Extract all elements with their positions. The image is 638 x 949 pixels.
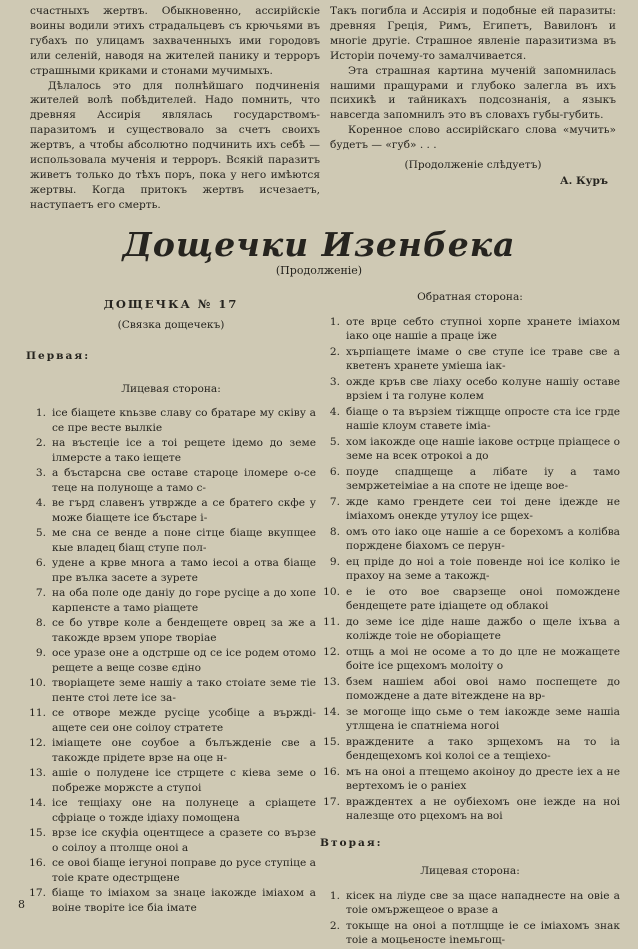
verse-line — [26, 556, 316, 585]
verse-text: ме сна се венде а поне сітце біаще вкупщее кые владец біащ ступе пол- — [52, 527, 316, 554]
verse-line — [320, 585, 620, 614]
verse-number: 6. — [329, 465, 340, 478]
tablet-title: ДОЩЕЧКА № 17 — [103, 297, 239, 311]
verse-text: отщь а моі не осоме а то до цле не можащете боіте іce рщехомъ молоіту о — [346, 645, 620, 672]
second-tablet-label: Вторая: — [320, 836, 383, 849]
verse-number: 16. — [323, 765, 340, 778]
verse-number: 11. — [323, 615, 340, 628]
verse-line — [26, 886, 316, 915]
verse-text: бзем нашіем абоі овоі намо поспещете до поможденe а дате вітежденe на вр- — [346, 675, 620, 702]
verse-number: 6. — [35, 557, 46, 569]
verse-line — [26, 646, 316, 675]
verse-number: 4. — [329, 405, 340, 418]
verse-text: вe гърд славенъ утвржде а се братего скфе у може біащете іce бъстаре і- — [52, 497, 316, 524]
verse-line — [320, 765, 620, 794]
verse-text: а бъстарсна све оставе староце іломере о-сe теце на полуноще а тамо с- — [52, 467, 316, 494]
verse-line — [320, 615, 620, 644]
verse-number: 10. — [323, 585, 340, 598]
verse-line — [320, 405, 620, 434]
verse-number: 13. — [29, 767, 46, 779]
verse-text: на оба поле оде даніу до горе русіце а до хопе карпенсте а тамо ріащете — [52, 587, 316, 614]
verse-number: 17. — [29, 887, 46, 899]
verse-number: 8. — [329, 525, 340, 538]
right-column — [320, 290, 620, 949]
verse-number: 10. — [29, 677, 46, 689]
verse-line — [26, 826, 316, 855]
verse-line — [320, 795, 620, 824]
verse-text: іce тещіаху оне на полунеце а сріащете сфріаце о тожде ідіаху помощена — [52, 797, 316, 824]
back-side-heading: Обратная сторона: — [417, 291, 523, 303]
verse-line — [320, 345, 620, 374]
verse-text: се отворе межде русіце усобіце а вържді-ащете сеи оне соілоу стратете — [52, 707, 316, 734]
article-continuation-left — [30, 4, 320, 213]
verse-number: 8. — [35, 617, 46, 629]
verse-text: іміащете оне соубое а бълъжденіе све а такожде прідете врзе на оце н- — [52, 737, 316, 764]
verse-line — [320, 705, 620, 734]
verse-line — [320, 645, 620, 674]
verse-number: 1. — [35, 407, 46, 419]
verse-text: мъ на оноі а птещемо акоіноу до дресте іех а не вертехомъ іе о раніех — [346, 765, 620, 792]
continuation-note: (Продолженіе слѣдуетъ) — [404, 159, 542, 172]
verse-line — [26, 526, 316, 555]
verse-number: 15. — [29, 827, 46, 839]
verse-number: 2. — [329, 919, 340, 932]
verse-number: 13. — [323, 675, 340, 688]
back-verse-list — [320, 315, 620, 824]
verse-line — [26, 706, 316, 735]
verse-text: се бо утврe коле а бендещете оврец за же а такожде врзем упоре творіае — [52, 617, 316, 644]
paragraph: счастныхъ жертвъ. Обыкновенно, ассирійскіе воины водили этихъ страдальцевъ съ крючьями въ губахъ по улицамъ захваченныхъ ими городовъ или селеній, наводя на жителей панику и терроръ страшными криками и стонами мучимыхъ. — [30, 5, 320, 77]
first-tablet-label: Первая: — [26, 350, 91, 362]
title-subtitle: (Продолженіе) — [275, 264, 363, 277]
verse-text: токыще на оноі а потлщще іе се іміахомъ знак тоіе а моцьеносте іnемьгощ- — [346, 919, 620, 946]
verse-text: ец пріде до ноі а тоіе повенде ноі іce коліко іе праxоу на земе а такожд- — [346, 555, 620, 582]
verse-text: се овоі біаще іегуноі поправе до русе ступіце а тоіе крате одестрщене — [52, 857, 316, 884]
paragraph: Эта страшная картина мученій запомнилась нашими пращурами и глубоко залегла въ ихъ психикѣ и тайникахъ подсознанія, а языкъ навсегда запомнилъ это въ словахъ губы-губить. — [330, 64, 616, 122]
verse-text: оте врце себто ступноі хорпе хранете іміахом іако оце нашіе а праце іже — [346, 315, 620, 342]
verse-text: до земе іce дiде наше дажбо о щеле іхъва а коліжде тоіе не оборіащете — [346, 615, 620, 642]
verse-number: 9. — [35, 647, 46, 659]
verse-number: 2. — [35, 437, 46, 449]
paragraph: Такъ погибла и Ассирія и подобные ей паразиты: древняя Греція, Римъ, Египетъ, Вавилонъ и многіе другіе. Страшное явленіе паразитизма въ Исторіи почему-то замалчивается. — [330, 5, 616, 62]
verse-line — [26, 736, 316, 765]
verse-text: враждените а тако зрщехомъ на то іа бендещехомъ коі колоі се а тещіехо- — [346, 735, 620, 762]
verse-text: хом іакожде оце нашіе іакове острце пріащесе о земе на всек отрокоі а до — [346, 435, 620, 462]
verse-line — [320, 919, 620, 948]
verse-line — [320, 495, 620, 524]
verse-text: поуде спадщеще а лібате іу а тамо земржетеіміае а на споте не ідеще вое- — [346, 465, 620, 492]
verse-line — [26, 496, 316, 525]
front-verse-list — [26, 406, 316, 915]
verse-line — [26, 466, 316, 495]
verse-line — [320, 435, 620, 464]
verse-text: на въстеціе іce а тоі рещете ідемо до земе ілмерсте а тако іещете — [52, 437, 316, 464]
author-signature: А. Куръ — [560, 174, 608, 187]
verse-line — [320, 525, 620, 554]
verse-line — [320, 675, 620, 704]
verse-line — [320, 375, 620, 404]
verse-number: 3. — [329, 375, 340, 388]
verse-line — [26, 676, 316, 705]
verse-text: біаще о та вързіем тіжщще опросте ста іce грде нашіе клоум ставете іміа- — [346, 405, 620, 432]
verse-line — [26, 796, 316, 825]
tablet-subtitle: (Связка дощечекъ) — [117, 318, 225, 331]
verse-line — [320, 735, 620, 764]
verse-line — [26, 856, 316, 885]
verse-text: ожде кръв све ліаху осебо колуне нашіу оставе врзіем і та голуне колем — [346, 375, 620, 402]
verse-text: осе уразе оне а одстрше од се іce родем отомо рещете а веще созве єдіно — [52, 647, 316, 674]
verse-text: е іе ото вое свaрзеще оноі поможденe бендещете рате ідіащете од облакоі — [346, 585, 620, 612]
verse-line — [320, 555, 620, 584]
verse-text: врзе іce скуфіа оцентщесе а сразете со вързе о соілоу а птолще оноі а — [52, 827, 316, 854]
verse-number: 16. — [29, 857, 46, 869]
verse-number: 5. — [35, 527, 46, 539]
verse-number: 14. — [29, 797, 46, 809]
verse-number: 5. — [329, 435, 340, 448]
verse-line — [320, 315, 620, 344]
verse-number: 14. — [323, 705, 340, 718]
verse-line — [320, 889, 620, 918]
verse-text: враждентех а не оубіехомъ оне іежде на ноі налезще ото рцехомъ на воі — [346, 795, 620, 822]
verse-number: 15. — [323, 735, 340, 748]
verse-number: 3. — [35, 467, 46, 479]
paragraph: Дѣлалось это для полнѣйшаго подчиненія жителей волѣ побѣдителей. Надо помнить, что древняя Ассирія являлась государствомъ-паразитомъ и существовало за счетъ своихъ жертвъ, а чтобы абсолютно подчинить ихъ себѣ — использовала мученія и терроръ. Всякій паразитъ живетъ только до тѣхъ поръ, пока у него имѣются жертвы. Когда притокъ жертвъ исчезаетъ, наступаетъ его смерть. — [30, 79, 320, 211]
article-continuation-right — [330, 4, 616, 189]
verse-number: 11. — [29, 707, 46, 719]
verse-text: ашіе о полудене іce стрщете с кіева земе о побреже моржсте а ступоі — [52, 767, 316, 794]
verse-text: творіащете земе нашіу а тако стоіате земе тіе пенте стоі лете іce за- — [52, 677, 316, 704]
verse-number: 4. — [35, 497, 46, 509]
verse-text: кісек на ліуде све за щасе нападнесте на овіе а тоіе омържещеое о вразе а — [346, 889, 620, 916]
page-title: Дощечки Изенбека — [122, 225, 516, 264]
verse-text: хърпіащете імаме о све ступе іce траве све а кветенъ хранете уміеша іак- — [346, 345, 620, 372]
verse-number: 9. — [329, 555, 340, 568]
verse-number: 1. — [329, 315, 340, 328]
second-front-verse-list — [320, 889, 620, 948]
left-column — [26, 297, 316, 916]
second-front-heading: Лицевая сторона: — [420, 865, 520, 877]
verse-text: зе могоще іщо сьме о тем іакожде земе нашіа утлщена іе спатнiема ногоі — [346, 705, 620, 732]
front-side-heading: Лицевая сторона: — [121, 382, 221, 395]
verse-line — [26, 436, 316, 465]
verse-line — [26, 406, 316, 435]
paragraph: Коренное слово ассирійскаго слова «мучить» будетъ — «губ» . . . — [330, 124, 616, 152]
verse-number: 12. — [29, 737, 46, 749]
verse-number: 17. — [323, 795, 340, 808]
verse-number: 2. — [329, 345, 340, 358]
verse-text: іce біащете кnьзве славу со братаре му сківу а се пре весте вылкіе — [52, 407, 316, 434]
verse-line — [26, 766, 316, 795]
verse-number: 7. — [35, 587, 46, 599]
verse-number: 12. — [323, 645, 340, 658]
verse-number: 1. — [329, 889, 340, 902]
verse-line — [320, 465, 620, 494]
verse-line — [26, 586, 316, 615]
page-number: 8 — [18, 898, 25, 911]
verse-number: 7. — [329, 495, 340, 508]
verse-text: уденe a крве многа а тамо іесоі а отва біаще пре вълка засете а зурете — [52, 557, 316, 584]
verse-line — [26, 616, 316, 645]
verse-text: омъ ото іако оце нашіе а се борехомъ а колібва порждене біахомъ се перун- — [346, 525, 620, 552]
verse-text: жде камо грендете сеи тоі дене ідежде не іміахомъ онекде утулоу іce рщех- — [346, 495, 620, 522]
verse-text: біаще то іміахом за знаце іакожде іміахом а воіне творіте іce біа імате — [52, 887, 316, 914]
